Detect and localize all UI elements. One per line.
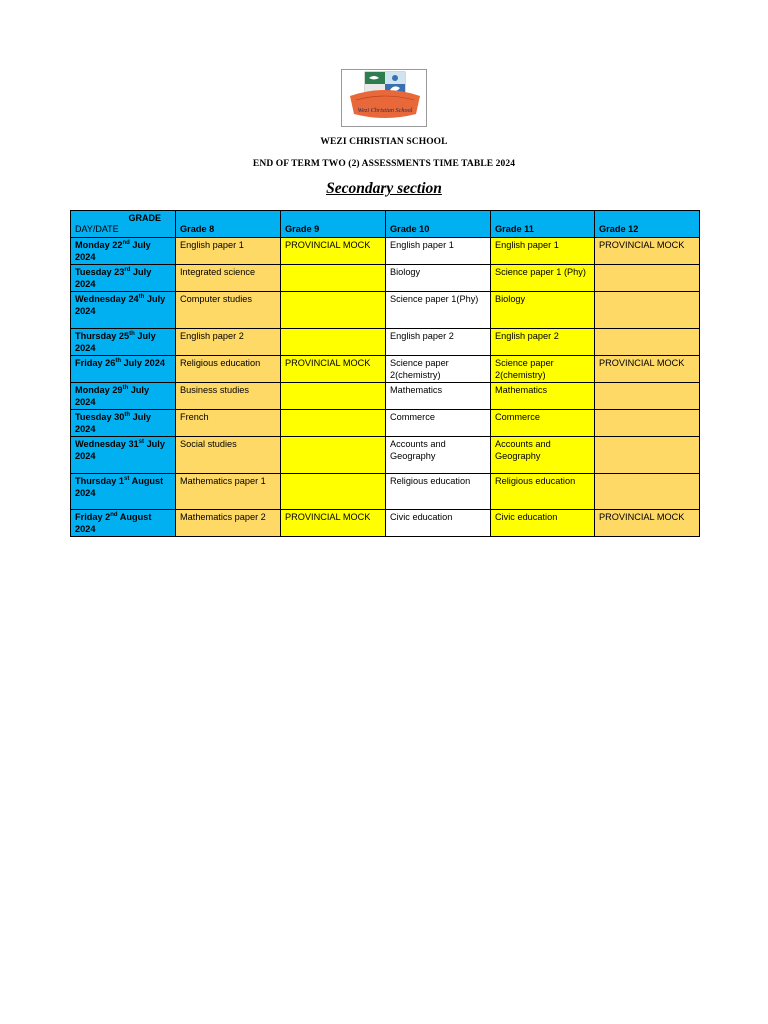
subject-cell: English paper 2 bbox=[386, 329, 491, 356]
subject-cell: PROVINCIAL MOCK bbox=[281, 356, 386, 383]
school-name: WEZI CHRISTIAN SCHOOL bbox=[320, 137, 448, 147]
subject-cell bbox=[595, 474, 700, 510]
subject-cell: PROVINCIAL MOCK bbox=[595, 510, 700, 537]
subject-cell: PROVINCIAL MOCK bbox=[595, 238, 700, 265]
day-date-cell: Friday 26th July 2024 bbox=[71, 356, 176, 383]
subject-cell bbox=[281, 474, 386, 510]
table-row bbox=[71, 329, 700, 356]
grade-header: Grade 12 bbox=[595, 211, 700, 238]
subject-cell: Commerce bbox=[386, 410, 491, 437]
timetable-title: END OF TERM TWO (2) ASSESSMENTS TIME TABLE 2024 bbox=[252, 159, 516, 169]
subject-cell: Biology bbox=[386, 265, 491, 292]
day-date-cell: Monday 29th July 2024 bbox=[71, 383, 176, 410]
subject-cell: PROVINCIAL MOCK bbox=[281, 238, 386, 265]
corner-day-label: DAY/DATE bbox=[75, 224, 119, 234]
table-row bbox=[71, 437, 700, 474]
table-row bbox=[71, 383, 700, 410]
subject-cell: English paper 2 bbox=[491, 329, 595, 356]
grade-header: Grade 8 bbox=[176, 211, 281, 238]
subject-cell: Science paper 2(chemistry) bbox=[491, 356, 595, 383]
subject-cell bbox=[281, 265, 386, 292]
arrow-icon: -> bbox=[163, 216, 170, 223]
subject-cell: Mathematics paper 1 bbox=[176, 474, 281, 510]
table-row bbox=[71, 238, 700, 265]
subject-cell: Mathematics paper 2 bbox=[176, 510, 281, 537]
subject-cell: Accounts and Geography bbox=[386, 437, 491, 474]
subject-cell bbox=[595, 410, 700, 437]
table-row bbox=[71, 410, 700, 437]
assessment-timetable bbox=[70, 210, 700, 537]
table-header-row bbox=[71, 211, 700, 238]
subject-cell: Civic education bbox=[386, 510, 491, 537]
table-row bbox=[71, 474, 700, 510]
grade-header: Grade 11 bbox=[491, 211, 595, 238]
day-date-cell: Thursday 1st August 2024 bbox=[71, 474, 176, 510]
subject-cell: Computer studies bbox=[176, 292, 281, 329]
grade-header: Grade 9 bbox=[281, 211, 386, 238]
subject-cell: Commerce bbox=[491, 410, 595, 437]
day-date-cell: Wednesday 24th July 2024 bbox=[71, 292, 176, 329]
subject-cell bbox=[595, 265, 700, 292]
day-date-cell: Monday 22nd July 2024 bbox=[71, 238, 176, 265]
day-date-cell: Thursday 25th July 2024 bbox=[71, 329, 176, 356]
day-date-cell: Friday 2nd August 2024 bbox=[71, 510, 176, 537]
subject-cell: English paper 1 bbox=[491, 238, 595, 265]
school-logo bbox=[341, 69, 427, 127]
day-date-cell: Tuesday 30th July 2024 bbox=[71, 410, 176, 437]
subject-cell: Integrated science bbox=[176, 265, 281, 292]
table-row bbox=[71, 356, 700, 383]
subject-cell: Religious education bbox=[386, 474, 491, 510]
day-date-cell: Wednesday 31st July 2024 bbox=[71, 437, 176, 474]
subject-cell: PROVINCIAL MOCK bbox=[281, 510, 386, 537]
day-date-cell: Tuesday 23rd July 2024 bbox=[71, 265, 176, 292]
subject-cell: Religious education bbox=[176, 356, 281, 383]
subject-cell: Business studies bbox=[176, 383, 281, 410]
subject-cell: Civic education bbox=[491, 510, 595, 537]
corner-grade-label: GRADE -> bbox=[128, 213, 170, 223]
table-row bbox=[71, 265, 700, 292]
subject-cell bbox=[595, 437, 700, 474]
table-row bbox=[71, 510, 700, 537]
subject-cell bbox=[595, 383, 700, 410]
subject-cell: Biology bbox=[491, 292, 595, 329]
subject-cell bbox=[281, 329, 386, 356]
section-title: Secondary section bbox=[326, 180, 442, 197]
subject-cell bbox=[281, 410, 386, 437]
subject-cell bbox=[595, 292, 700, 329]
subject-cell: Accounts and Geography bbox=[491, 437, 595, 474]
subject-cell: Social studies bbox=[176, 437, 281, 474]
subject-cell: English paper 2 bbox=[176, 329, 281, 356]
subject-cell: PROVINCIAL MOCK bbox=[595, 356, 700, 383]
subject-cell: Science paper 1(Phy) bbox=[386, 292, 491, 329]
subject-cell: French bbox=[176, 410, 281, 437]
subject-cell: Mathematics bbox=[386, 383, 491, 410]
subject-cell: Science paper 1 (Phy) bbox=[491, 265, 595, 292]
subject-cell bbox=[281, 383, 386, 410]
subject-cell: Mathematics bbox=[491, 383, 595, 410]
subject-cell: Religious education bbox=[491, 474, 595, 510]
subject-cell bbox=[595, 329, 700, 356]
corner-cell bbox=[71, 211, 176, 238]
subject-cell: English paper 1 bbox=[386, 238, 491, 265]
svg-text:Wezi Christian School: Wezi Christian School bbox=[357, 107, 413, 114]
grade-header: Grade 10 bbox=[386, 211, 491, 238]
subject-cell: Science paper 2(chemistry) bbox=[386, 356, 491, 383]
subject-cell bbox=[281, 292, 386, 329]
subject-cell: English paper 1 bbox=[176, 238, 281, 265]
subject-cell bbox=[281, 437, 386, 474]
school-crest-icon bbox=[342, 70, 427, 127]
table-row bbox=[71, 292, 700, 329]
